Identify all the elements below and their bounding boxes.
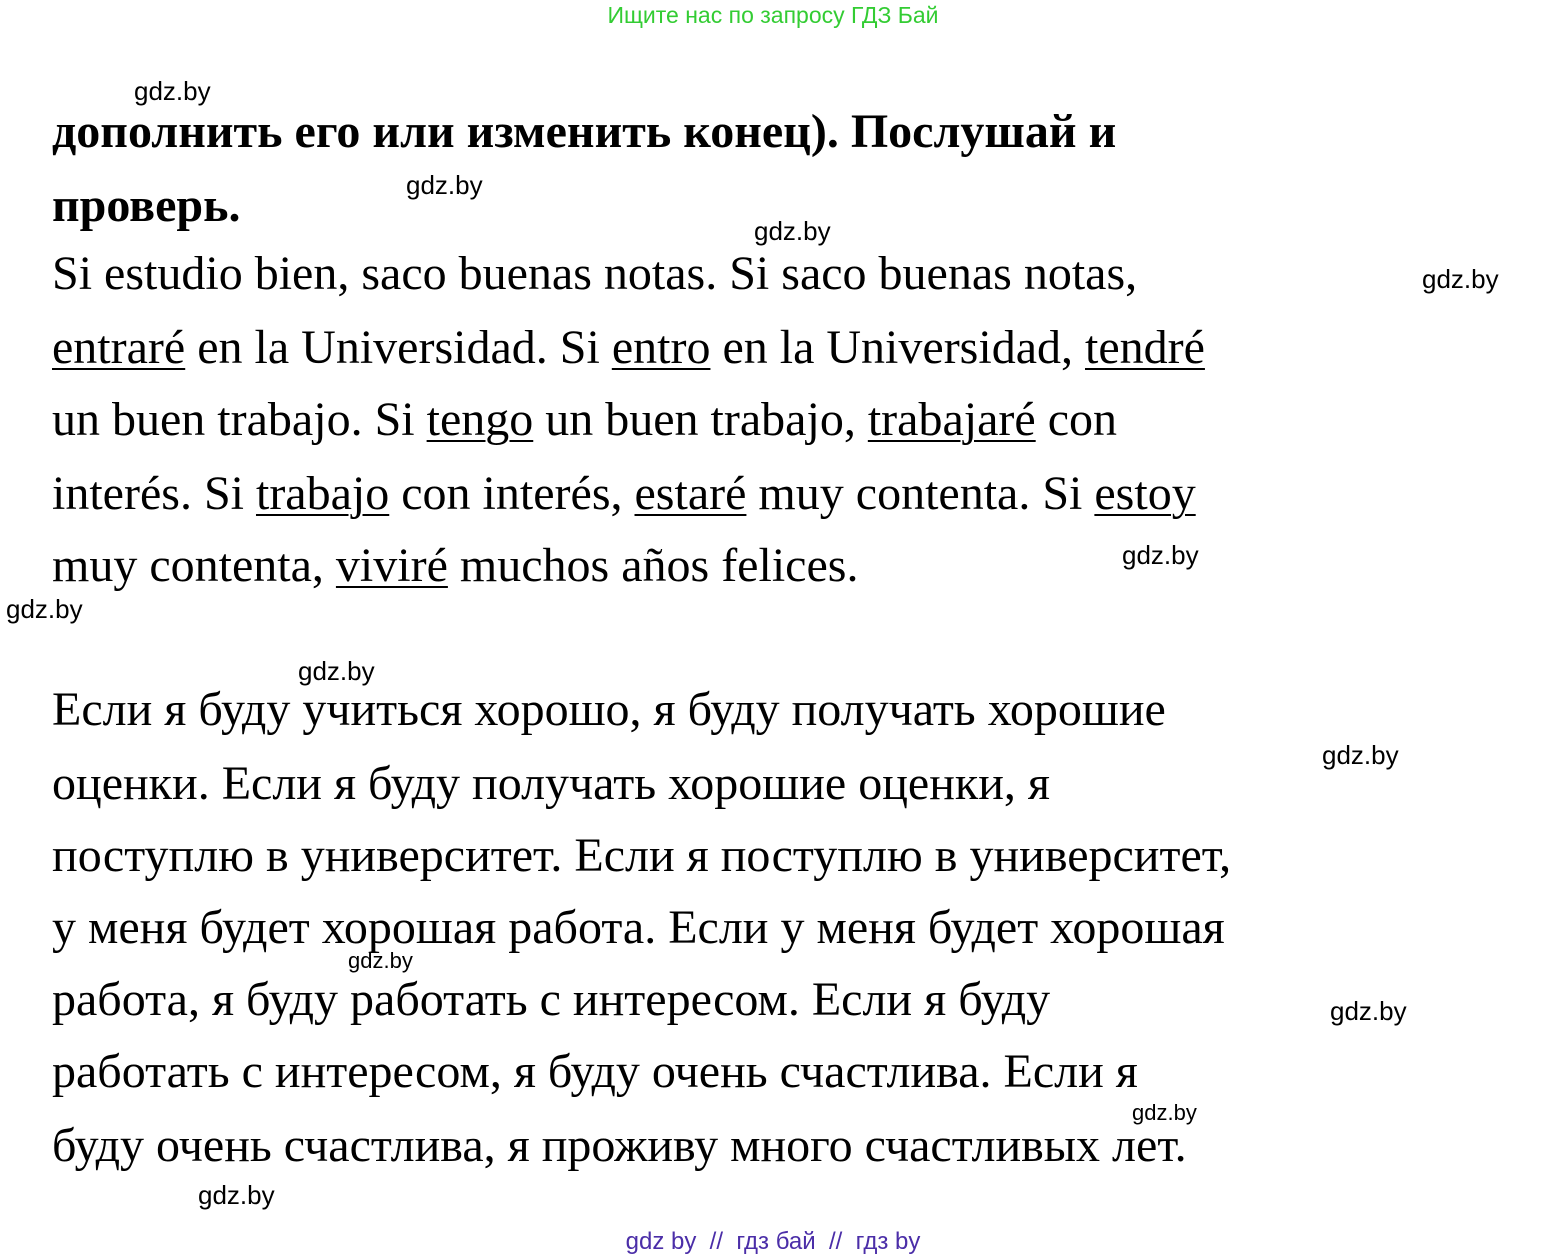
underlined-verb: tendré [1085, 321, 1205, 374]
spanish-line [52, 538, 858, 594]
spanish-line [52, 392, 1117, 448]
watermark: gdz.by [134, 76, 211, 106]
russian-line: поступлю в университет. Если я поступлю в университет, [52, 829, 1232, 882]
underlined-verb: tengo [426, 393, 534, 446]
text-segment: un buen trabajo, [533, 393, 868, 446]
task-heading-line: проверь. [52, 179, 241, 232]
text-segment: un buen trabajo. Si [52, 393, 427, 446]
watermark: gdz.by [1122, 540, 1199, 570]
russian-line: у меня будет хорошая работа. Если у меня будет хорошая [52, 901, 1225, 954]
watermark: gdz.by [1422, 264, 1499, 294]
text-segment: en la Universidad, [710, 321, 1085, 374]
footer-links: gdz by // гдз бай // гдз by [625, 1228, 921, 1255]
text-segment: con [1035, 393, 1117, 446]
underlined-verb: trabajo [255, 467, 390, 520]
text-segment: en la Universidad. Si [185, 321, 612, 374]
russian-line: оценки. Если я буду получать хорошие оценки, я [52, 757, 1050, 810]
watermark: gdz.by [348, 948, 413, 973]
underlined-verb: entro [611, 321, 711, 374]
underlined-verb: viviré [335, 539, 448, 592]
underlined-verb: trabajaré [867, 393, 1036, 446]
text-segment: con interés, [389, 467, 635, 520]
underlined-verb: estoy [1094, 467, 1196, 520]
watermark: gdz.by [198, 1180, 275, 1210]
watermark: gdz.by [6, 594, 83, 624]
top-banner: Ищите нас по запросу ГДЗ Бай [607, 2, 939, 28]
underlined-verb: estaré [634, 467, 747, 520]
russian-line: работа, я буду работать с интересом. Если я буду [52, 973, 1051, 1026]
watermark: gdz.by [406, 170, 483, 200]
watermark: gdz.by [1330, 996, 1407, 1026]
task-heading-line: дополнить его или изменить конец). Послушай и [52, 105, 1117, 158]
text-segment: muchos años felices. [447, 539, 859, 592]
spanish-line [52, 466, 1196, 522]
spanish-line [52, 320, 1205, 376]
watermark: gdz.by [298, 656, 375, 686]
russian-line: буду очень счастлива, я проживу много счастливых лет. [52, 1119, 1187, 1172]
text-segment: muy contenta. Si [746, 467, 1095, 520]
russian-line: Если я буду учиться хорошо, я буду получать хорошие [52, 683, 1166, 736]
text-segment: muy contenta, [52, 539, 336, 592]
spanish-line: Si estudio bien, saco buenas notas. Si saco buenas notas, [52, 247, 1138, 300]
underlined-verb: entraré [52, 321, 186, 374]
text-segment: interés. Si [52, 467, 256, 520]
russian-line: работать с интересом, я буду очень счастлива. Если я [52, 1045, 1138, 1098]
watermark: gdz.by [754, 216, 831, 246]
watermark: gdz.by [1132, 1100, 1197, 1125]
watermark: gdz.by [1322, 740, 1399, 770]
